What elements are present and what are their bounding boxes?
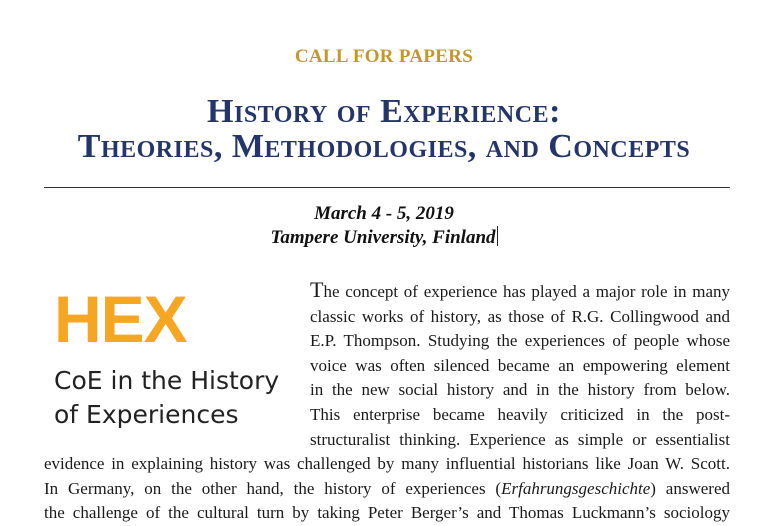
title-line-1: History of Experience: bbox=[207, 93, 561, 130]
body-line: the challenge of the cultural turn by taking Peter Berger’s and Thomas Luckmann’s sociology bbox=[44, 503, 730, 523]
drop-cap: T bbox=[310, 277, 324, 302]
hex-logo-line-2: of Experiences bbox=[54, 400, 239, 429]
body-line: structuralist thinking. Experience as simple or essentialist bbox=[310, 429, 730, 449]
call-for-papers-heading: CALL FOR PAPERS bbox=[294, 46, 474, 67]
italic-term: Erfahrungsgeschichte bbox=[501, 478, 651, 498]
body-line: The concept of experience has played a major role in many bbox=[310, 277, 730, 302]
hex-logo-line-1: CoE in the History bbox=[54, 366, 280, 395]
body-line: evidence in explaining history was challenged by many influential historians like Joan W. Scott. bbox=[44, 454, 730, 473]
text-cursor bbox=[497, 226, 498, 246]
event-place: Tampere University, Finland bbox=[270, 227, 496, 248]
body-full-width bbox=[44, 452, 730, 526]
event-date: March 4 - 5, 2019 bbox=[314, 203, 454, 224]
body-line: classic works of history, as those of R.G. Collingwood and bbox=[310, 306, 730, 326]
event-place-row bbox=[0, 226, 768, 249]
body-line: This enterprise became heavily criticized in the post- bbox=[310, 404, 730, 424]
body-line: voice was often silenced became an empowering element bbox=[310, 355, 730, 375]
body-line: E.P. Thompson. Studying the experiences of people whose bbox=[310, 331, 730, 351]
hex-logo-mark: HEX bbox=[54, 282, 187, 356]
body-column bbox=[310, 277, 730, 452]
title-line-2: Theories, Methodologies, and Concepts bbox=[77, 128, 691, 165]
divider-rule bbox=[44, 187, 730, 188]
body-line: In Germany, on the other hand, the history of experiences (Erfahrungsgeschichte) answered bbox=[44, 478, 730, 498]
body-line: in the new social history and in the history from below. bbox=[310, 380, 730, 400]
hex-logo bbox=[54, 282, 304, 446]
